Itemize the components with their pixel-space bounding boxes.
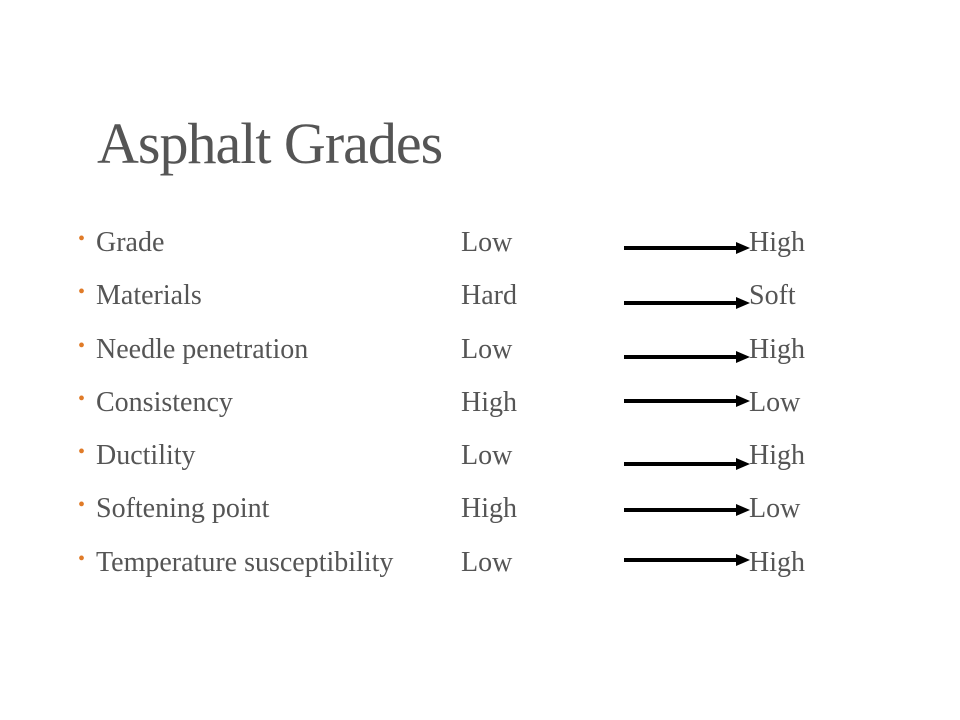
list-item	[0, 217, 960, 270]
to-value: High	[749, 546, 805, 578]
property-label: Grade	[96, 227, 165, 258]
to-value: High	[749, 227, 805, 258]
from-value: Low	[461, 546, 513, 578]
right-arrow-icon	[624, 241, 752, 255]
list-item	[0, 537, 960, 590]
to-value: Low	[749, 493, 801, 525]
right-arrow-icon	[624, 296, 752, 310]
property-label: Consistency	[96, 386, 233, 418]
right-arrow-icon	[624, 553, 752, 567]
property-label: Temperature susceptibility	[96, 546, 394, 578]
right-arrow-icon	[624, 350, 752, 364]
property-label: Ductility	[96, 440, 196, 472]
list-item	[0, 430, 960, 483]
from-value: Low	[461, 333, 513, 365]
from-value: High	[461, 493, 517, 525]
bullet-icon: •	[78, 334, 86, 357]
right-arrow-icon	[624, 457, 752, 471]
property-label: Materials	[96, 280, 202, 312]
right-arrow-icon	[624, 503, 752, 517]
to-value: High	[749, 333, 805, 365]
right-arrow-icon	[624, 394, 752, 408]
to-value: Soft	[749, 280, 796, 312]
bullet-icon: •	[78, 387, 86, 410]
property-label: Softening point	[96, 493, 270, 525]
slide-title: Asphalt Grades	[97, 111, 443, 176]
bullet-icon: •	[78, 228, 86, 250]
grade-list	[0, 217, 960, 590]
from-value: Low	[461, 227, 513, 258]
from-value: Low	[461, 440, 513, 472]
bullet-icon: •	[78, 547, 86, 570]
list-item	[0, 324, 960, 377]
property-label: Needle penetration	[96, 333, 309, 365]
list-item	[0, 377, 960, 430]
to-value: High	[749, 440, 805, 472]
to-value: Low	[749, 386, 801, 418]
bullet-icon: •	[78, 494, 86, 517]
bullet-icon: •	[78, 441, 86, 464]
bullet-icon: •	[78, 281, 86, 304]
list-item	[0, 270, 960, 323]
from-value: Hard	[461, 280, 517, 312]
from-value: High	[461, 386, 517, 418]
list-item	[0, 483, 960, 536]
